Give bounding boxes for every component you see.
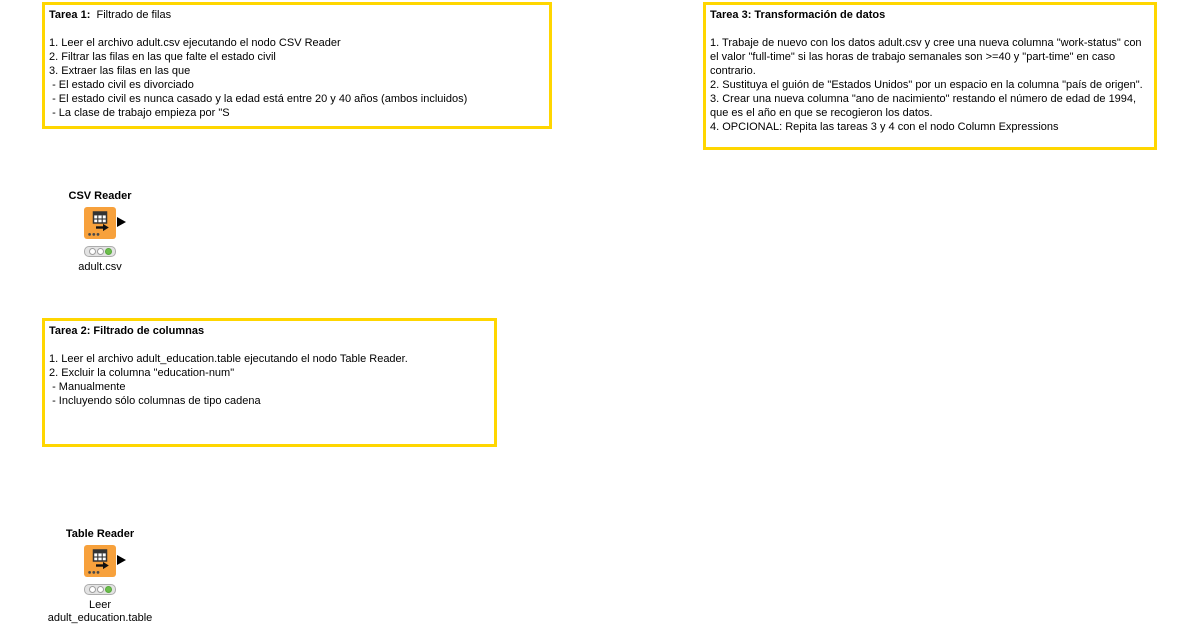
annotation-line: - Incluyendo sólo columnas de tipo cadena: [49, 395, 261, 407]
node-status-traffic-light: [84, 584, 116, 595]
node-status-traffic-light: [84, 246, 116, 257]
node-table-reader[interactable]: [20, 528, 180, 625]
node-label: adult_education.table: [47, 612, 153, 624]
status-light-yellow: [97, 248, 104, 255]
annotation-line: 1. Leer el archivo adult_education.table ejecutando el nodo Table Reader.: [49, 353, 408, 365]
annotation-line: 1. Trabaje de nuevo con los datos adult.csv y cree una nueva columna "work-status" con el valor "full-time" si las horas de trabajo semanales son >=40 y "part-time" en caso contrario.: [710, 37, 1145, 77]
annotation-line: [710, 22, 1150, 36]
annotation-line: - El estado civil es divorciado: [49, 79, 194, 91]
annotation-line: - La clase de trabajo empieza por "S: [49, 107, 230, 119]
node-title: Table Reader: [65, 528, 135, 540]
annotation-line: 3. Crear una nueva columna "ano de nacimiento" restando el número de edad de 1994, que es el año en que se recogieron los datos.: [710, 93, 1140, 119]
status-light-red: [89, 248, 96, 255]
annotation-line: [49, 338, 490, 352]
node-title: CSV Reader: [68, 190, 132, 202]
annotation-line: 2. Excluir la columna "education-num": [49, 367, 235, 379]
node-label: adult.csv: [78, 261, 122, 273]
annotation-line: 2. Filtrar las filas en las que falte el estado civil: [49, 51, 276, 63]
annotation-line: 1. Leer el archivo adult.csv ejecutando el nodo CSV Reader: [49, 37, 341, 49]
table-arrow-glyph: [84, 545, 116, 577]
annotation-heading: Tarea 3: Transformación de datos: [710, 9, 886, 21]
annotation-line: - El estado civil es nunca casado y la edad está entre 20 y 40 años (ambos incluidos): [49, 93, 468, 105]
annotation-line: [49, 22, 545, 36]
table-reader-node-icon[interactable]: [84, 545, 116, 577]
annotation-tarea-1[interactable]: [42, 2, 552, 129]
csv-reader-node-icon[interactable]: [84, 207, 116, 239]
annotation-line: 3. Extraer las filas en las que: [49, 65, 191, 77]
status-light-green: [105, 248, 112, 255]
node-csv-reader[interactable]: [20, 190, 180, 274]
annotation-heading: Tarea 2: Filtrado de columnas: [49, 325, 205, 337]
annotation-line: 4. OPCIONAL: Repita las tareas 3 y 4 con el nodo Column Expressions: [710, 121, 1059, 133]
status-light-red: [89, 586, 96, 593]
annotation-tarea-2[interactable]: [42, 318, 497, 447]
status-light-green: [105, 586, 112, 593]
annotation-line: - Manualmente: [49, 381, 126, 393]
output-port[interactable]: [117, 217, 126, 227]
annotation-line: 2. Sustituya el guión de "Estados Unidos" por un espacio en la columna "país de origen".: [710, 79, 1143, 91]
table-arrow-glyph: [84, 207, 116, 239]
status-light-yellow: [97, 586, 104, 593]
output-port[interactable]: [117, 555, 126, 565]
annotation-tarea-3[interactable]: [703, 2, 1157, 150]
node-label: Leer: [88, 599, 112, 611]
annotation-heading: Tarea 1: Filtrado de filas: [49, 9, 172, 21]
